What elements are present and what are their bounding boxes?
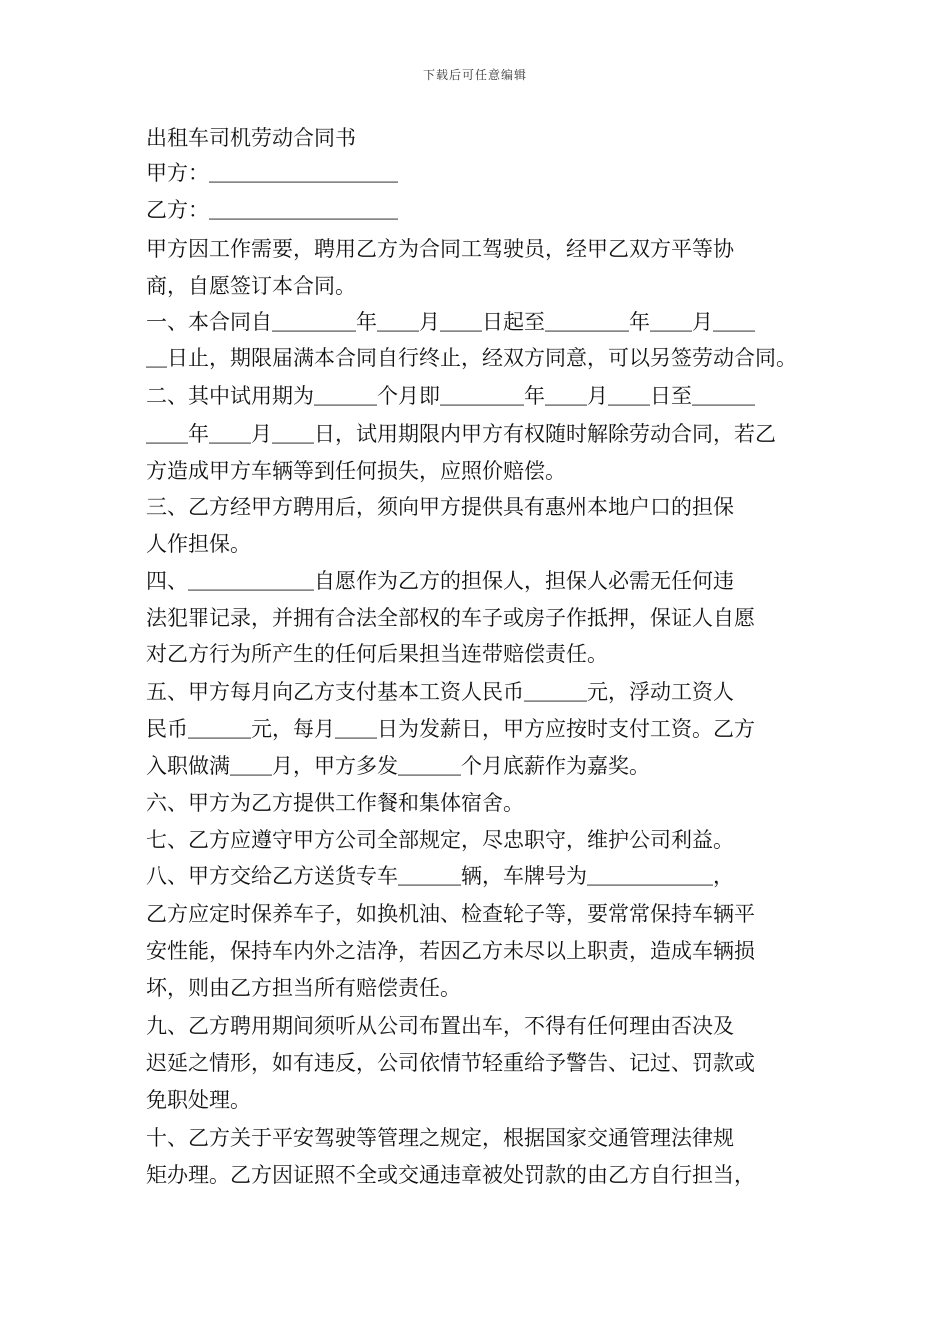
clause-9-line: 九、乙方聘用期间须听从公司布置出车，不得有任何理由否决及	[146, 1014, 734, 1038]
clause-5-line: 五、甲方每月向乙方支付基本工资人民币＿＿＿元，浮动工资人	[146, 680, 734, 704]
clause-9-line: 迟延之情形，如有违反，公司依情节轻重给予警告、记过、罚款或	[146, 1051, 755, 1075]
clause-9-line: 免职处理。	[146, 1088, 251, 1112]
party-a-line: 甲方：＿＿＿＿＿＿＿＿＿	[146, 161, 398, 185]
clause-1-line: 一、本合同自＿＿＿＿年＿＿月＿＿日起至＿＿＿＿年＿＿月＿＿	[146, 310, 755, 334]
party-b-line: 乙方：＿＿＿＿＿＿＿＿＿	[146, 198, 398, 222]
clause-6-line: 六、甲方为乙方提供工作餐和集体宿舍。	[146, 791, 524, 815]
clause-5-line: 民币＿＿＿元，每月＿＿日为发薪日，甲方应按时支付工资。乙方	[146, 717, 755, 741]
clause-5-line: 入职做满＿＿月，甲方多发＿＿＿个月底薪作为嘉奖。	[146, 754, 650, 778]
clause-7-line: 七、乙方应遵守甲方公司全部规定，尽忠职守，维护公司利益。	[146, 828, 734, 852]
clause-4-line: 对乙方行为所产生的任何后果担当连带赔偿责任。	[146, 642, 608, 666]
clause-4-line: 四、＿＿＿＿＿＿自愿作为乙方的担保人，担保人必需无任何违	[146, 569, 734, 593]
clause-8-line: 八、甲方交给乙方送货专车＿＿＿辆，车牌号为＿＿＿＿＿＿，	[146, 864, 734, 888]
clause-10-line: 十、乙方关于平安驾驶等管理之规定，根据国家交通管理法律规	[146, 1126, 734, 1150]
clause-4-line: 法犯罪记录，并拥有合法全部权的车子或房子作抵押，保证人自愿	[146, 606, 755, 630]
clause-8-line: 坏，则由乙方担当所有赔偿责任。	[146, 976, 461, 1000]
clause-3-line: 人作担保。	[146, 532, 251, 556]
clause-2-line: ＿＿年＿＿月＿＿日，试用期限内甲方有权随时解除劳动合同，若乙	[146, 422, 776, 446]
clause-3-line: 三、乙方经甲方聘用后，须向甲方提供具有惠州本地户口的担保	[146, 495, 734, 519]
header-note: 下载后可任意编辑	[422, 68, 527, 82]
clause-1-line: ＿日止，期限届满本合同自行终止，经双方同意，可以另签劳动合同。	[146, 346, 797, 370]
clause-2-line: 二、其中试用期为＿＿＿个月即＿＿＿＿年＿＿月＿＿日至＿＿＿	[146, 384, 755, 408]
clause-2-line: 方造成甲方车辆等到任何损失，应照价赔偿。	[146, 459, 566, 483]
clause-8-line: 乙方应定时保养车子，如换机油、检查轮子等，要常常保持车辆平	[146, 902, 755, 926]
clause-10-line: 矩办理。乙方因证照不全或交通违章被处罚款的由乙方自行担当，	[146, 1163, 755, 1187]
clause-8-line: 安性能，保持车内外之洁净，若因乙方未尽以上职责，造成车辆损	[146, 939, 755, 963]
intro-paragraph-line: 甲方因工作需要，聘用乙方为合同工驾驶员，经甲乙双方平等协	[146, 237, 734, 261]
intro-paragraph-line: 商，自愿签订本合同。	[146, 274, 356, 298]
document-title: 出租车司机劳动合同书	[146, 126, 356, 150]
